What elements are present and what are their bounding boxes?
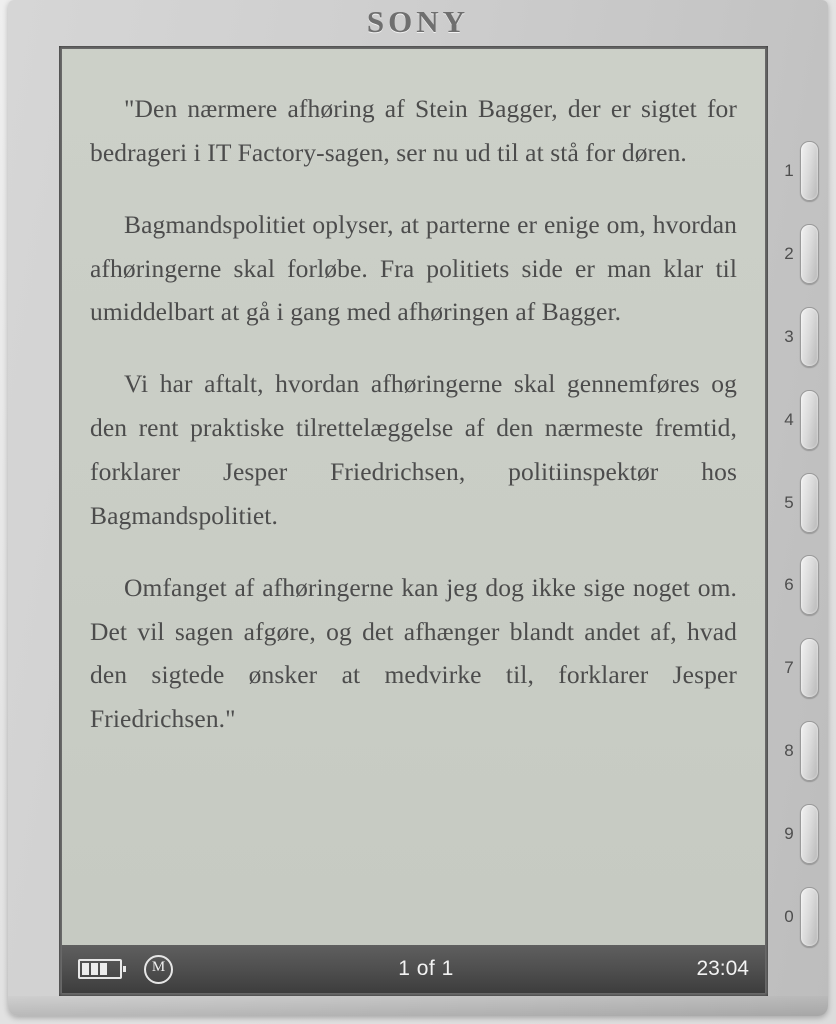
numeric-key-3[interactable]: [800, 307, 819, 367]
paragraph: Vi har aftalt, hvordan afhøringerne skal gennemføres og den rent praktiske tilrettelæggelse af den nærmeste fremtid, forklarer Jesper Friedrichsen, politiinspektør hos Bagmandspolitiet.: [90, 369, 737, 530]
keypad-label-7: 7: [784, 658, 794, 678]
keypad-row: [772, 461, 828, 544]
numeric-key-2[interactable]: [800, 224, 819, 284]
clock: 23:04: [696, 957, 749, 980]
keypad-row: [772, 296, 828, 379]
sony-wordmark-icon: SONY: [366, 4, 470, 39]
ebook-reader-device: [8, 0, 828, 1016]
battery-icon: [78, 959, 122, 979]
numeric-key-6[interactable]: [800, 555, 819, 615]
numeric-key-5[interactable]: [800, 473, 819, 533]
paragraph: Omfanget af afhøringerne kan jeg dog ikke sige noget om. Det vil sagen afgøre, og det afhænger blandt andet af, hvad den sigtede ønsker at medvirke til, forklarer Jesper Friedrichsen.": [90, 572, 737, 734]
status-bar: [62, 945, 765, 993]
keypad-label-5: 5: [784, 492, 794, 512]
battery-cell: [82, 963, 89, 975]
screen-bezel: [59, 46, 768, 996]
keypad-label-2: 2: [784, 244, 794, 264]
eink-screen[interactable]: [62, 49, 765, 993]
keypad-label-8: 8: [784, 740, 794, 760]
numeric-keypad: [772, 130, 828, 958]
keypad-label-3: 3: [784, 326, 794, 346]
keypad-row: [772, 213, 828, 296]
keypad-row: [772, 378, 828, 461]
device-bottom-bezel: [8, 996, 828, 1016]
keypad-label-9: 9: [784, 823, 794, 843]
paragraph: Bagmandspolitiet oplyser, at parterne er enige om, hvordan afhøringerne skal forløbe. Fra politiets side er man klar til umiddelbart at gå i gang med afhøringen af Bagger.: [90, 209, 737, 327]
keypad-row: [772, 130, 828, 213]
keypad-label-6: 6: [784, 575, 794, 595]
paragraph: "Den nærmere afhøring af Stein Bagger, der er sigtet for bedrageri i IT Factory-sagen, ser nu ud til at stå for døren.: [90, 94, 737, 167]
battery-cell-empty: [109, 963, 116, 975]
numeric-key-0[interactable]: [800, 887, 819, 947]
keypad-label-1: 1: [784, 161, 794, 181]
battery-cell: [91, 963, 98, 975]
book-page[interactable]: [62, 49, 765, 945]
keypad-label-4: 4: [784, 409, 794, 429]
keypad-row: [772, 544, 828, 627]
numeric-key-4[interactable]: [800, 390, 819, 450]
page-indicator: 1 of 1: [398, 957, 454, 980]
battery-cell: [100, 963, 107, 975]
numeric-key-8[interactable]: [800, 721, 819, 781]
keypad-row: [772, 710, 828, 793]
memory-card-icon: M: [144, 955, 173, 984]
numeric-key-7[interactable]: [800, 638, 819, 698]
keypad-row: [772, 792, 828, 875]
numeric-key-1[interactable]: [800, 141, 819, 201]
keypad-row: [772, 875, 828, 958]
keypad-row: [772, 627, 828, 710]
numeric-key-9[interactable]: [800, 804, 819, 864]
keypad-label-0: 0: [784, 906, 794, 926]
